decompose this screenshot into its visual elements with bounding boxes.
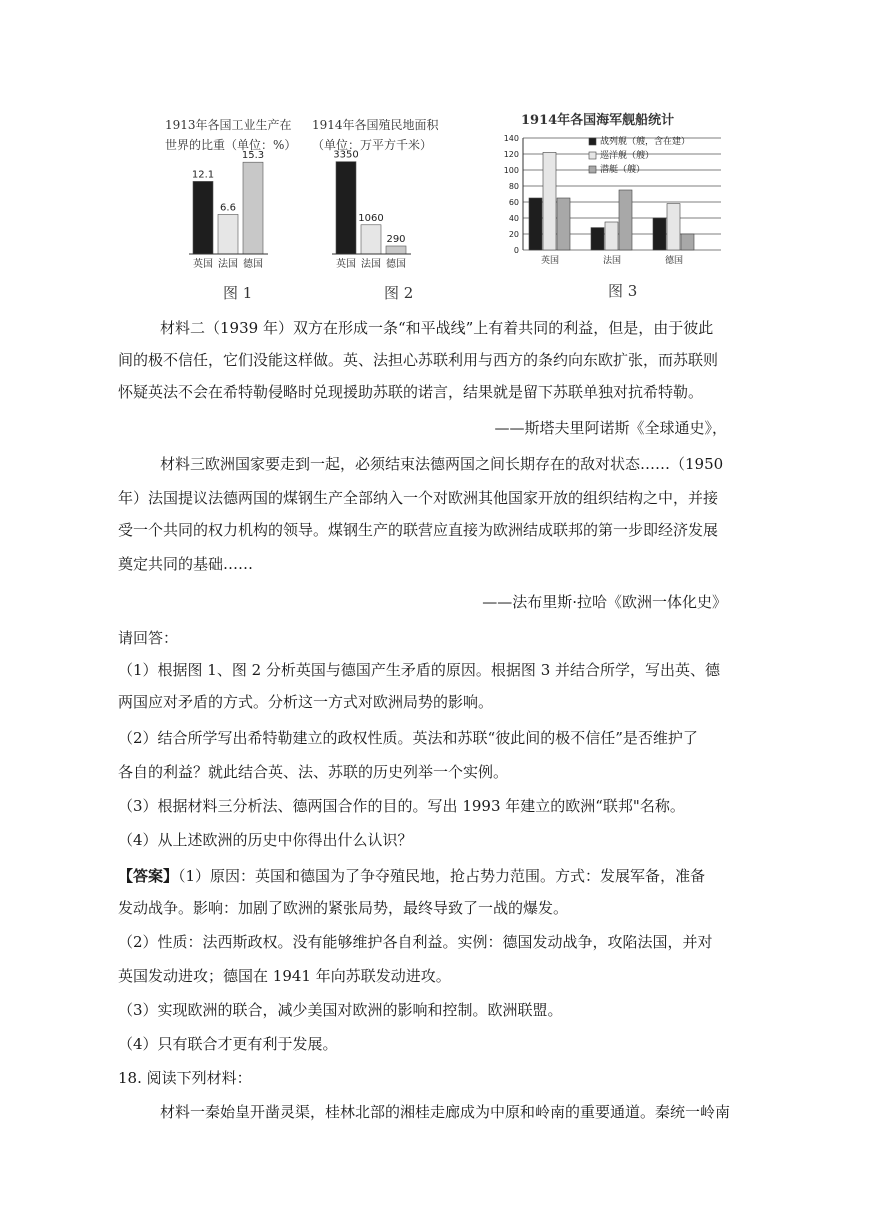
material-3-line-1: 材料三欧洲国家要走到一起，必须结束法德两国之间长期存在的敌对状态……（1950 <box>160 455 724 473</box>
chart2-value-label-0: 3350 <box>333 149 359 161</box>
figure-2-caption: 图 2 <box>384 284 414 302</box>
figure-1 <box>165 112 315 302</box>
material-1-line-1: 材料一秦始皇开凿灵渠，桂林北部的湘桂走廊成为中原和岭南的重要通道。秦统一岭南 <box>160 1103 731 1121</box>
chart1-bar-2 <box>243 162 263 254</box>
chart2-bar-1 <box>361 225 381 254</box>
question-1-line-1: （1）根据图 1、图 2 分析英国与德国产生矛盾的原因。根据图 3 并结合所学，写出英、德 <box>118 661 721 679</box>
answer-2-line-2: 英国发动进攻；德国在 1941 年向苏联发动进攻。 <box>118 967 451 985</box>
question-18-heading: 18. 阅读下列材料： <box>118 1069 252 1087</box>
answer-2-line-1: （2）性质：法西斯政权。没有能够维护各自利益。实例：德国发动战争，攻陷法国，并对 <box>118 933 713 951</box>
question-2-line-2: 各自的利益？就此结合英、法、苏联的历史列举一个实例。 <box>118 763 509 781</box>
chart3-ytick-label-1: 20 <box>508 230 519 239</box>
question-2-line-1: （2）结合所学写出希特勒建立的政权性质。英法和苏联“彼此间的极不信任”是否维护了 <box>118 729 698 747</box>
chart3-ytick-label-4: 80 <box>508 182 519 191</box>
material-3-line-4: 奠定共同的基础…… <box>118 555 254 573</box>
figure-2-chart <box>308 142 458 302</box>
figure-3 <box>493 110 728 302</box>
material-2-source: ——斯塔夫里阿诺斯《全球通史》， <box>494 419 727 437</box>
question-3: （3）根据材料三分析法、德两国合作的目的。写出 1993 年建立的欧洲“联邦"名称。 <box>118 797 685 815</box>
chart3-category-label-1: 法国 <box>602 256 622 266</box>
chart2-category-label-1: 法国 <box>361 259 381 270</box>
answer-4: （4）只有联合才更有利于发展。 <box>118 1035 338 1053</box>
chart1-bar-0 <box>193 181 213 254</box>
figure-1-title-line2: 世界的比重（单位：%） <box>165 138 297 152</box>
chart1-value-label-1: 6.6 <box>220 202 236 214</box>
question-4: （4）从上述欧洲的历史中你得出什么认识？ <box>118 831 413 849</box>
figure-2-title-line1: 1914年各国殖民地面积 <box>312 118 439 132</box>
chart3-legend-label-1: 巡洋舰（艘） <box>600 151 655 161</box>
figure-1-title-line1: 1913年各国工业生产在 <box>165 118 292 132</box>
answer-1-line-2: 发动战争。影响：加剧了欧洲的紧张局势，最终导致了一战的爆发。 <box>118 899 569 917</box>
chart2-value-label-1: 1060 <box>358 212 384 224</box>
figure-3-caption: 图 3 <box>608 282 638 300</box>
chart3-legend-swatch-2 <box>589 166 596 173</box>
chart3-ytick-label-2: 40 <box>508 214 519 223</box>
material-2-line-2: 间的极不信任，它们没能这样做。英、法担心苏联利用与西方的条约向东欧扩张，而苏联则 <box>118 351 719 369</box>
chart3-bar-0-2 <box>557 198 570 250</box>
figure-2 <box>308 112 458 302</box>
chart3-legend-swatch-1 <box>589 152 596 159</box>
chart1-category-label-0: 英国 <box>193 259 213 270</box>
figure-2-title-line2: （单位：万平方千米） <box>312 138 433 152</box>
chart3-ytick-label-5: 100 <box>503 166 519 175</box>
chart3-legend-label-2: 潜艇（艘） <box>600 165 646 175</box>
chart3-category-label-0: 英国 <box>540 256 560 266</box>
material-2-line-1: 材料二（1939 年）双方在形成一条“和平战线”上有着共同的利益，但是，由于彼此 <box>160 319 714 337</box>
chart3-bar-1-1 <box>605 222 618 250</box>
answer-1-text: （1）原因：英国和德国为了争夺殖民地，抢占势力范围。方式：发展军备，准备 <box>178 867 706 885</box>
answer-label: 【答案】 <box>118 867 179 885</box>
chart2-bar-2 <box>386 246 406 254</box>
chart3-bar-1-0 <box>591 228 604 250</box>
figure-1-chart <box>165 142 315 302</box>
answer-3: （3）实现欧洲的联合，减少美国对欧洲的影响和控制。欧洲联盟。 <box>118 1001 563 1019</box>
chart2-value-label-2: 290 <box>386 234 406 246</box>
chart3-ytick-label-3: 60 <box>508 198 519 207</box>
figure-1-caption: 图 1 <box>223 284 253 302</box>
chart3-legend-swatch-0 <box>589 138 596 145</box>
chart3-bar-2-2 <box>681 234 694 250</box>
answer-1-line-1 <box>118 866 705 886</box>
chart3-legend-label-0: 战列舰（艘，含在建） <box>600 137 691 147</box>
chart3-bar-2-1 <box>667 204 680 250</box>
chart2-category-label-0: 英国 <box>336 259 356 270</box>
chart3-bar-1-2 <box>619 190 632 250</box>
chart3-bar-0-1 <box>543 152 556 250</box>
chart1-value-label-2: 15.3 <box>241 150 265 162</box>
chart1-value-label-0: 12.1 <box>191 169 215 181</box>
chart3-bar-0-0 <box>529 198 542 250</box>
material-3-line-2: 年）法国提议法德两国的煤钢生产全部纳入一个对欧洲其他国家开放的组织结构之中，并接 <box>118 489 719 507</box>
chart1-category-label-2: 德国 <box>243 259 263 270</box>
figure-3-chart <box>493 132 728 282</box>
chart3-bar-2-0 <box>653 218 666 250</box>
material-2-line-3: 怀疑英法不会在希特勒侵略时兑现援助苏联的诺言，结果就是留下苏联单独对抗希特勒。 <box>118 383 704 401</box>
chart3-ytick-label-6: 120 <box>503 150 519 159</box>
chart3-category-label-2: 德国 <box>664 256 684 266</box>
prompt-please-answer: 请回答： <box>118 629 179 647</box>
chart2-bar-0 <box>336 162 356 254</box>
question-1-line-2: 两国应对矛盾的方式。分析这一方式对欧洲局势的影响。 <box>118 693 494 711</box>
material-3-source: ——法布里斯·拉哈《欧洲一体化史》 <box>482 593 727 611</box>
material-3-line-3: 受一个共同的权力机构的领导。煤钢生产的联营应直接为欧洲结成联邦的第一步即经济发展 <box>118 521 719 539</box>
chart1-category-label-1: 法国 <box>218 259 238 270</box>
chart3-ytick-label-0: 0 <box>513 246 519 255</box>
chart1-bar-1 <box>218 214 238 254</box>
figure-3-title: 1914年各国海军舰船统计 <box>521 113 675 128</box>
chart2-category-label-2: 德国 <box>386 259 406 270</box>
chart3-ytick-label-7: 140 <box>503 134 519 143</box>
